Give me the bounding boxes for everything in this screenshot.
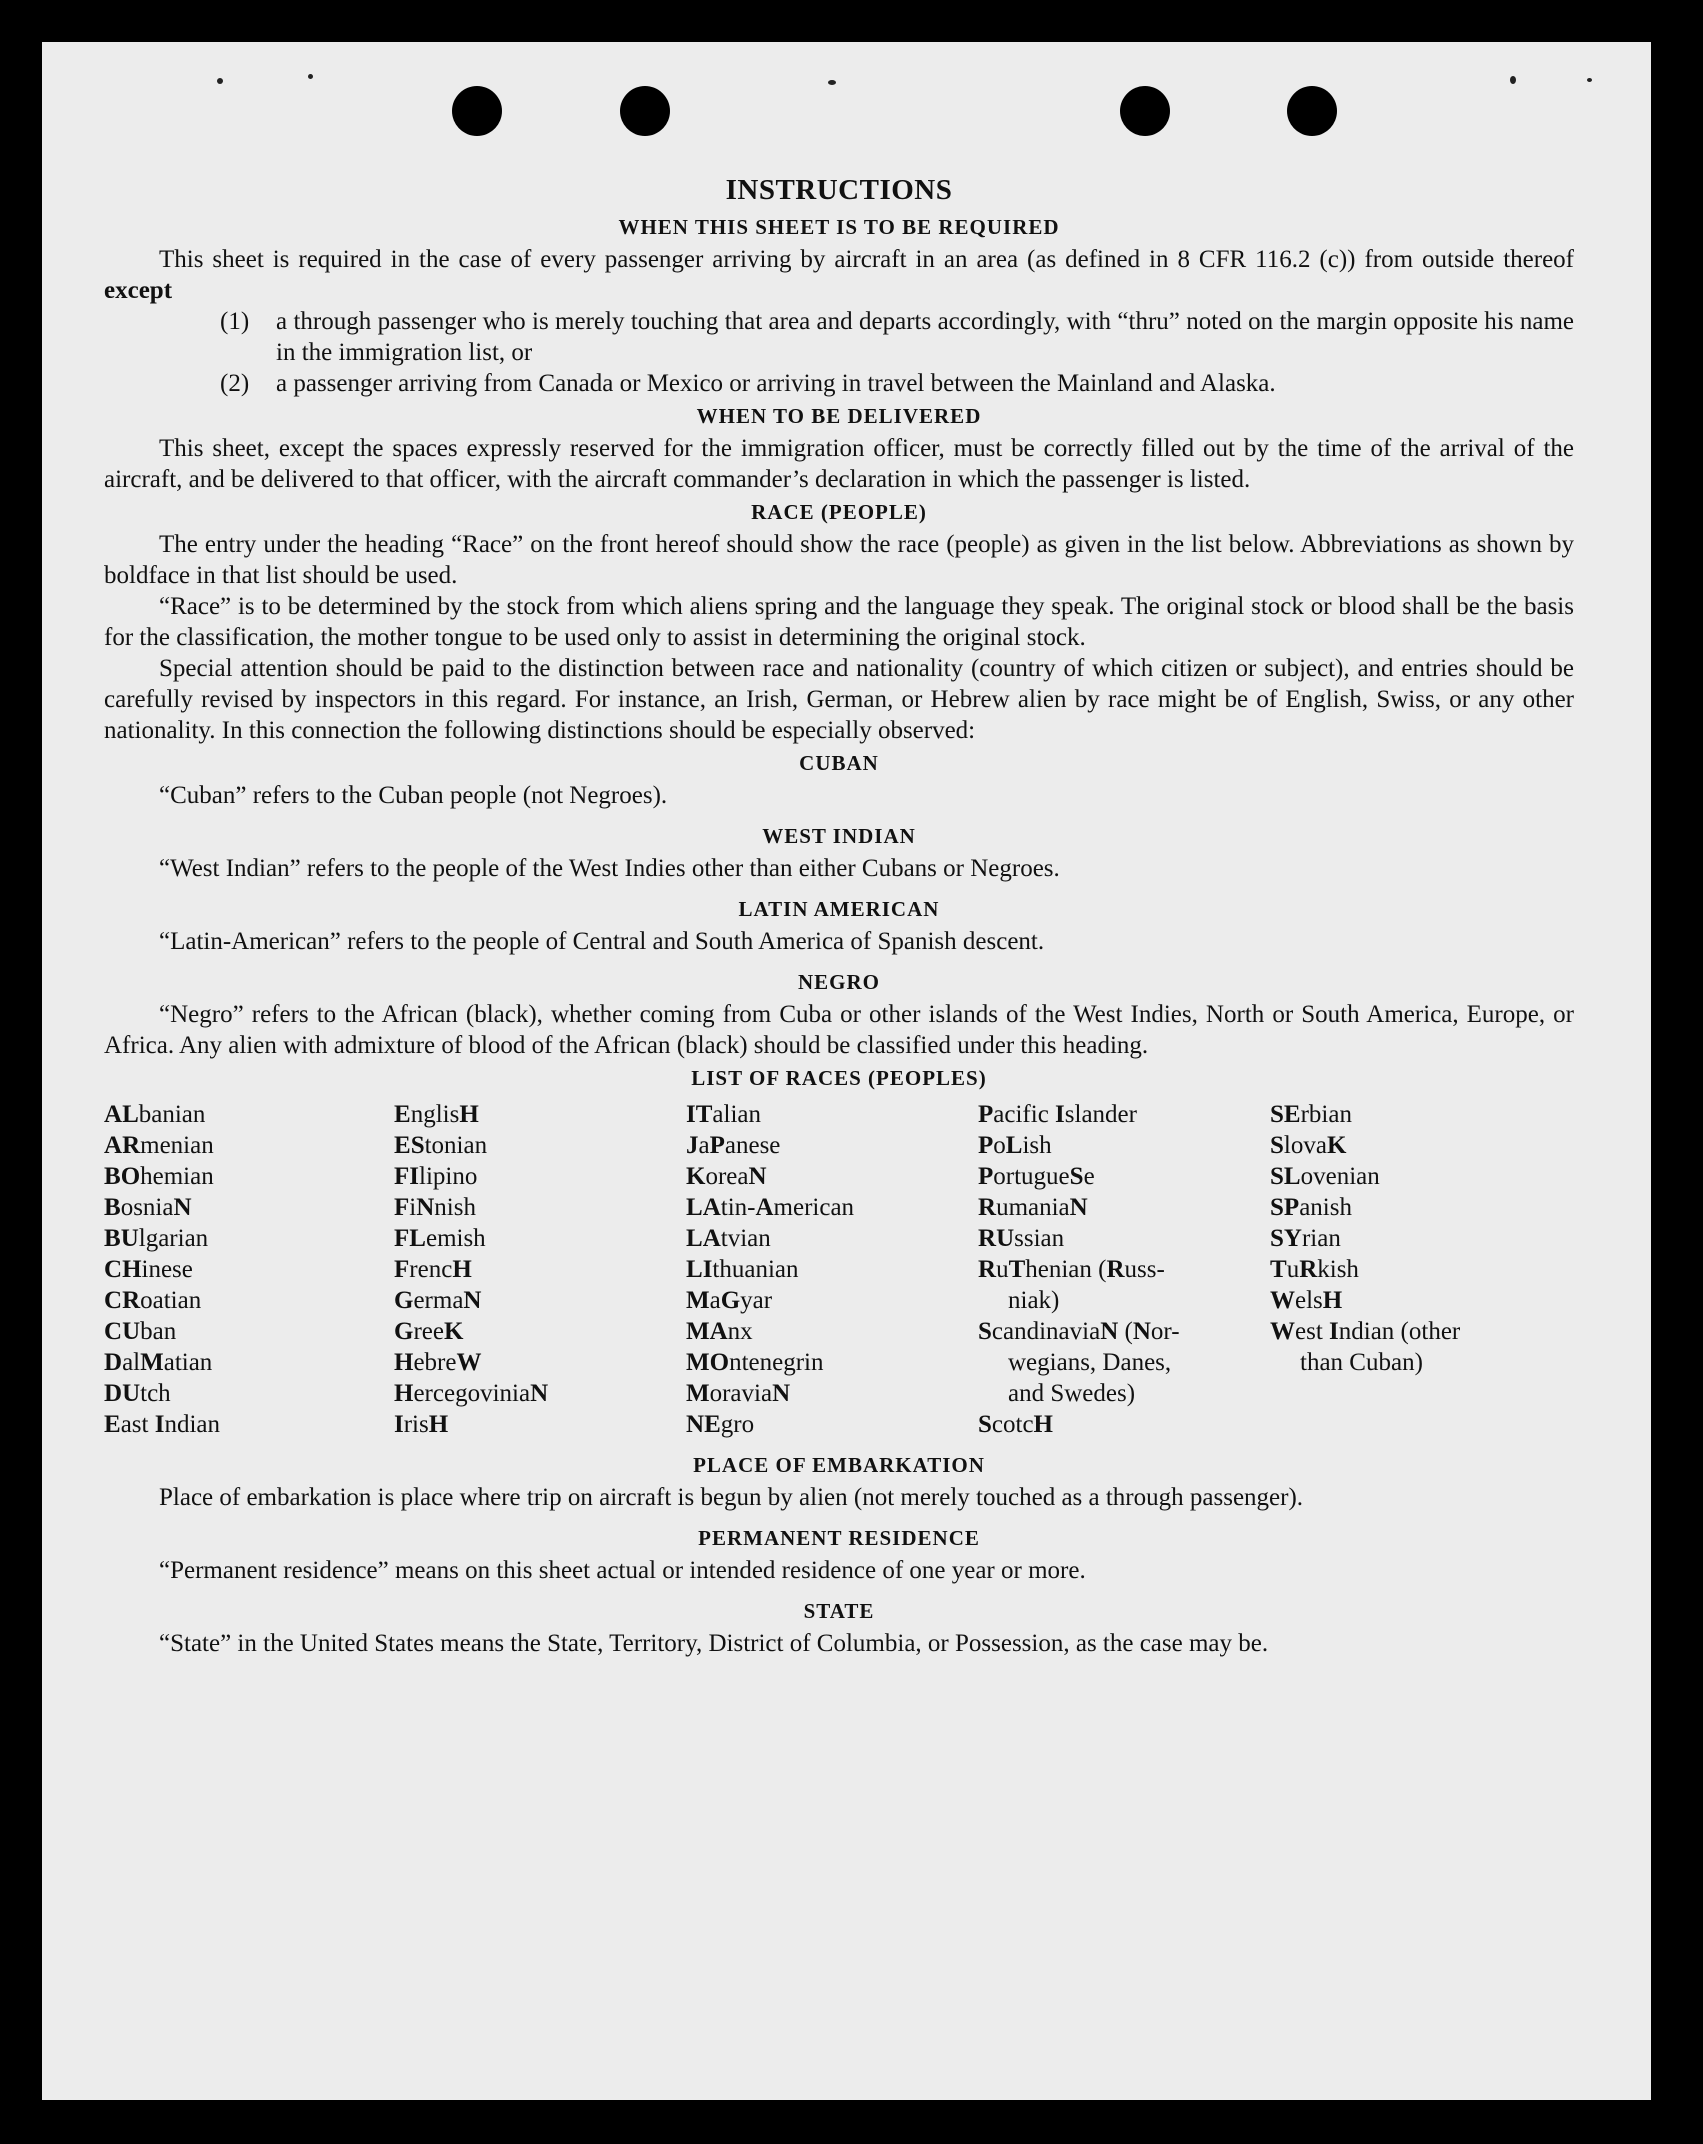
race-name: JaPanese bbox=[686, 1132, 781, 1159]
race-item bbox=[686, 1161, 978, 1192]
section-heading-west-indian: WEST INDIAN bbox=[762, 824, 916, 848]
race-name: MaGyar bbox=[686, 1287, 773, 1314]
speck bbox=[1510, 76, 1516, 84]
speck bbox=[217, 78, 223, 84]
race-item bbox=[978, 1099, 1270, 1130]
race-column bbox=[978, 1099, 1270, 1440]
embarkation-text: Place of embarkation is place where trip on aircraft is begun by alien (not merely touched as a through passenger). bbox=[159, 1484, 1304, 1511]
speck bbox=[308, 74, 313, 79]
race-name: KoreaN bbox=[686, 1163, 767, 1190]
race-name: WelsH bbox=[1270, 1287, 1343, 1314]
race-name: Pacific Islander bbox=[978, 1101, 1137, 1128]
race-item bbox=[978, 1254, 1270, 1316]
race-name: RUssian bbox=[978, 1225, 1065, 1252]
section-heading-state: STATE bbox=[803, 1599, 875, 1623]
item-text: a passenger arriving from Canada or Mexico or arriving in travel between the Mainland and Alaska. bbox=[276, 370, 1276, 397]
race-item bbox=[686, 1409, 978, 1440]
race-name: FrencH bbox=[394, 1256, 472, 1283]
section-heading-embarkation: PLACE OF EMBARKATION bbox=[693, 1453, 985, 1477]
race-column bbox=[394, 1099, 686, 1440]
race-item bbox=[104, 1378, 394, 1409]
race-name: EnglisH bbox=[394, 1101, 479, 1128]
race-name: LAtvian bbox=[686, 1225, 771, 1252]
race-name: FIlipino bbox=[394, 1163, 478, 1190]
race-item bbox=[394, 1347, 686, 1378]
speck bbox=[1587, 78, 1592, 82]
race-item bbox=[686, 1378, 978, 1409]
section-heading-cuban: CUBAN bbox=[799, 751, 879, 775]
race-item bbox=[104, 1099, 394, 1130]
race-name: GermaN bbox=[394, 1287, 482, 1314]
race-item bbox=[394, 1161, 686, 1192]
punch-hole bbox=[1120, 86, 1170, 136]
section-heading-required: WHEN THIS SHEET IS TO BE REQUIRED bbox=[618, 215, 1060, 239]
item-number: (1) bbox=[220, 308, 250, 335]
negro-text: “Negro” refers to the African (black), whether coming from Cuba or other islands of the West Indies, North or South America, Europe, or Africa. Any alien with admixture of blood of the African (black) should be classified under this heading. bbox=[104, 1001, 1574, 1059]
section-heading-negro: NEGRO bbox=[797, 970, 880, 994]
document-page bbox=[42, 42, 1651, 2100]
race-name: CRoatian bbox=[104, 1287, 202, 1314]
page-title: INSTRUCTIONS bbox=[725, 174, 953, 206]
race-name: LAtin-American bbox=[686, 1194, 855, 1221]
race-item bbox=[686, 1192, 978, 1223]
west-indian-text: “West Indian” refers to the people of the West Indies other than either Cubans or Negroes. bbox=[159, 855, 1060, 882]
race-name: LIthuanian bbox=[686, 1256, 799, 1283]
residence-text: “Permanent residence” means on this sheet actual or intended residence of one year or more. bbox=[159, 1557, 1086, 1584]
race-item bbox=[104, 1254, 394, 1285]
race-item bbox=[686, 1285, 978, 1316]
race-item bbox=[394, 1130, 686, 1161]
item-text: a through passenger who is merely touching that area and departs accordingly, with “thru” noted on the margin opposite his name in the immigration list, or bbox=[276, 308, 1574, 366]
list-item bbox=[104, 306, 1574, 368]
state-text: “State” in the United States means the State, Territory, District of Columbia, or Possession, as the case may be. bbox=[159, 1630, 1269, 1657]
race-name: IrisH bbox=[394, 1411, 449, 1438]
race-item bbox=[394, 1192, 686, 1223]
race-item bbox=[104, 1192, 394, 1223]
race-item bbox=[394, 1409, 686, 1440]
races-list bbox=[104, 1099, 1574, 1440]
race-name: ScotcH bbox=[978, 1411, 1053, 1438]
race-name: FiNnish bbox=[394, 1194, 476, 1221]
race-name: ScandinaviaN (Nor- bbox=[978, 1318, 1180, 1345]
race-paragraph-1: The entry under the heading “Race” on the front hereof should show the race (people) as given in the list below. Abbreviations as shown by boldface in that list should be used. bbox=[104, 531, 1574, 589]
race-item bbox=[978, 1409, 1270, 1440]
race-name: RuThenian (Russ- bbox=[978, 1256, 1165, 1283]
race-item bbox=[978, 1161, 1270, 1192]
required-intro-text: This sheet is required in the case of every passenger arriving by aircraft in an area (as defined in 8 CFR 116.2 (c)) from outside thereof bbox=[159, 246, 1574, 273]
race-name: NEgro bbox=[686, 1411, 755, 1438]
section-heading-latin-american: LATIN AMERICAN bbox=[738, 897, 940, 921]
race-item bbox=[394, 1099, 686, 1130]
latin-american-text: “Latin-American” refers to the people of Central and South America of Spanish descent. bbox=[159, 928, 1045, 955]
race-item bbox=[394, 1316, 686, 1347]
race-column bbox=[104, 1099, 394, 1440]
race-item bbox=[978, 1223, 1270, 1254]
race-column bbox=[1270, 1099, 1550, 1440]
required-intro-except: except bbox=[104, 277, 173, 304]
race-name: BOhemian bbox=[104, 1163, 214, 1190]
race-item bbox=[1270, 1316, 1550, 1378]
section-heading-races-list: LIST OF RACES (PEOPLES) bbox=[691, 1066, 987, 1090]
race-name: DalMatian bbox=[104, 1349, 213, 1376]
race-name: West Indian (other bbox=[1270, 1318, 1461, 1345]
race-paragraph-3: Special attention should be paid to the distinction between race and nationality (country of which citizen or subject), and entries should be carefully revised by inspectors in this regard. For instance, an Irish, German, or Hebrew alien by race might be of English, Swiss, or any other nationality. In this connection the following distinctions should be especially observed: bbox=[104, 655, 1574, 744]
race-item bbox=[104, 1316, 394, 1347]
race-item bbox=[104, 1161, 394, 1192]
race-item bbox=[1270, 1254, 1550, 1285]
delivered-text: This sheet, except the spaces expressly reserved for the immigration officer, must be correctly filled out by the time of the arrival of the aircraft, and be delivered to that officer, with the aircraft commander’s declaration in which the passenger is listed. bbox=[104, 435, 1574, 493]
race-name: EStonian bbox=[394, 1132, 488, 1159]
required-intro bbox=[104, 244, 1574, 306]
race-item bbox=[686, 1099, 978, 1130]
race-name: MOntenegrin bbox=[686, 1349, 824, 1376]
race-item bbox=[104, 1223, 394, 1254]
section-heading-race: RACE (PEOPLE) bbox=[751, 500, 927, 524]
race-item bbox=[686, 1223, 978, 1254]
section-heading-residence: PERMANENT RESIDENCE bbox=[698, 1526, 980, 1550]
race-name: MoraviaN bbox=[686, 1380, 791, 1407]
race-name: ALbanian bbox=[104, 1101, 206, 1128]
race-name: RumaniaN bbox=[978, 1194, 1088, 1221]
race-item bbox=[1270, 1099, 1550, 1130]
race-item bbox=[104, 1409, 394, 1440]
race-item bbox=[1270, 1192, 1550, 1223]
race-item bbox=[394, 1285, 686, 1316]
race-name: CHinese bbox=[104, 1256, 193, 1283]
race-item bbox=[686, 1347, 978, 1378]
punch-hole bbox=[1287, 86, 1337, 136]
race-item bbox=[686, 1316, 978, 1347]
race-name: and Swedes) bbox=[1008, 1380, 1136, 1407]
race-paragraph-2: “Race” is to be determined by the stock from which aliens spring and the language they speak. The original stock or blood shall be the basis for the classification, the mother tongue to be used only to assist in determining the original stock. bbox=[104, 593, 1574, 651]
cuban-text: “Cuban” refers to the Cuban people (not Negroes). bbox=[159, 782, 668, 809]
race-item bbox=[104, 1130, 394, 1161]
race-name: SYrian bbox=[1270, 1225, 1341, 1252]
race-item bbox=[104, 1347, 394, 1378]
race-item bbox=[104, 1285, 394, 1316]
race-name: East Indian bbox=[104, 1411, 220, 1438]
race-item bbox=[1270, 1285, 1550, 1316]
race-name: SErbian bbox=[1270, 1101, 1352, 1128]
list-item bbox=[104, 368, 1574, 399]
race-item bbox=[1270, 1223, 1550, 1254]
race-name: CUban bbox=[104, 1318, 177, 1345]
race-name: TuRkish bbox=[1270, 1256, 1359, 1283]
race-item bbox=[686, 1254, 978, 1285]
race-item bbox=[394, 1378, 686, 1409]
race-name: ITalian bbox=[686, 1101, 762, 1128]
speck bbox=[828, 80, 836, 85]
section-heading-delivered: WHEN TO BE DELIVERED bbox=[696, 404, 982, 428]
race-name: HercegoviniaN bbox=[394, 1380, 549, 1407]
race-name: than Cuban) bbox=[1300, 1349, 1423, 1376]
race-item bbox=[1270, 1161, 1550, 1192]
race-name: MAnx bbox=[686, 1318, 753, 1345]
item-number: (2) bbox=[220, 370, 250, 397]
punch-hole bbox=[620, 86, 670, 136]
race-name: SLovenian bbox=[1270, 1163, 1380, 1190]
race-item bbox=[978, 1192, 1270, 1223]
race-name: FLemish bbox=[394, 1225, 486, 1252]
race-name: PortugueSe bbox=[978, 1163, 1095, 1190]
punch-hole bbox=[452, 86, 502, 136]
race-name: SPanish bbox=[1270, 1194, 1352, 1221]
race-name: wegians, Danes, bbox=[1008, 1349, 1172, 1376]
race-name: PoLish bbox=[978, 1132, 1052, 1159]
race-item bbox=[978, 1130, 1270, 1161]
race-item bbox=[394, 1254, 686, 1285]
race-column bbox=[686, 1099, 978, 1440]
race-item bbox=[1270, 1130, 1550, 1161]
race-item bbox=[394, 1223, 686, 1254]
race-name: SlovaK bbox=[1270, 1132, 1347, 1159]
race-name: niak) bbox=[1008, 1287, 1060, 1314]
race-name: DUtch bbox=[104, 1380, 171, 1407]
race-name: GreeK bbox=[394, 1318, 464, 1345]
race-item bbox=[978, 1316, 1270, 1409]
race-name: BosniaN bbox=[104, 1194, 192, 1221]
race-name: ARmenian bbox=[104, 1132, 214, 1159]
document-body bbox=[104, 170, 1574, 1659]
race-name: HebreW bbox=[394, 1349, 482, 1376]
race-item bbox=[686, 1130, 978, 1161]
race-name: BUlgarian bbox=[104, 1225, 209, 1252]
